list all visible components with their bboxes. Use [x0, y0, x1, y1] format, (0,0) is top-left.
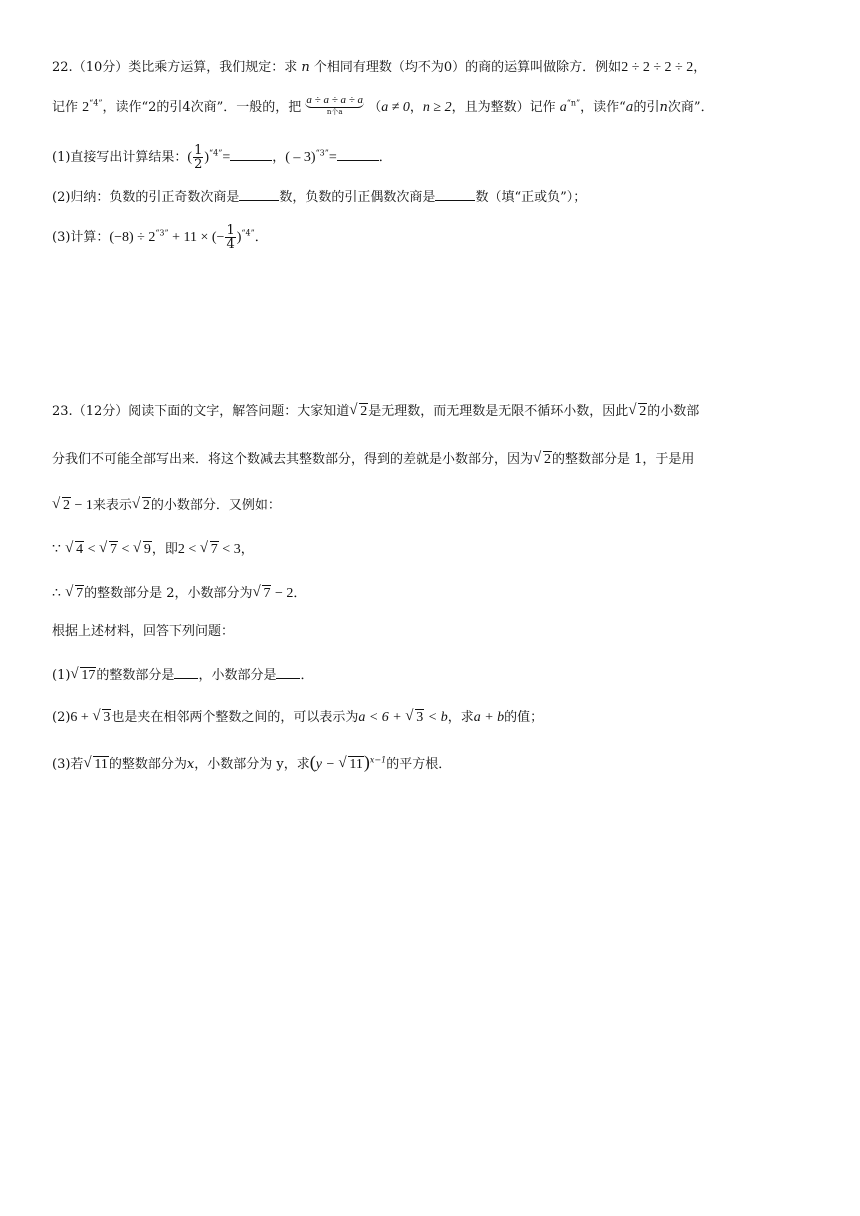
- q23-number: 23.: [52, 404, 73, 419]
- sqrt-4: √ 4: [66, 540, 84, 560]
- sqrt-7: √ 7: [201, 540, 219, 560]
- q22-part-3: (3)计算：$(-8) \div 2^{“3”} + 11$ × (− $\frac{1}{4}$ )$^{“4”}$．: [52, 223, 268, 252]
- sqrt-2: √ 2: [629, 402, 647, 422]
- sqrt-3: √ 3: [406, 708, 424, 728]
- sqrt-3: √ 3: [93, 708, 111, 728]
- q23-line-3: √ 2 − 1来表示√ 2的小数部分．又例如：: [52, 496, 281, 516]
- sqrt-2: √ 2: [133, 496, 151, 516]
- q23-line-because: ∵ √ 4 < √ 7 < √ 9，即2 < √ 7 < 3，: [52, 540, 254, 560]
- q23-part-3: (3)若√ 11的整数部分为x，小数部分为 y，求(y − √ 11)$^{x-1}$的平方根．: [52, 752, 451, 775]
- q22-line-2: 记作 $2^{“4”}$，读作“2的引4次商”．一般的，把 a ÷ a ÷ a ÷ a n个a （a ≠ 0，n ≥ 2，且为整数）记作 $a^{“n”}$，读作“a的引n次商”．: [52, 94, 714, 116]
- q23-score: （12分）: [72, 404, 129, 419]
- q23-part-2: (2)6 + √ 3也是夹在相邻两个整数之间的，可以表示为a < 6 + √ 3 < b，求a + b的值；: [52, 708, 543, 728]
- q23-line-1: 23.（12分）阅读下面的文字，解答问题：大家知道√ 2是无理数，而无理数是无限不循环小数，因此√ 2的小数部: [52, 402, 699, 422]
- q22-number: 22.: [52, 60, 73, 75]
- q22-part-1: (1)直接写出计算结果：( $\frac{1}{2}$ )$^{“4”}$= ，( – 3)$^{“3”}$= ．: [52, 143, 392, 172]
- answer-blank[interactable]: [174, 664, 198, 679]
- answer-blank[interactable]: [435, 186, 475, 201]
- sqrt-7: √ 7: [253, 584, 271, 604]
- q22-score: （10分）: [72, 60, 129, 75]
- because-symbol: ∵: [52, 542, 61, 557]
- q22-line-1: 22.（10分）类比乘方运算，我们规定：求 n 个相同有理数（均不为0）的商的运算叫做除方．例如2 ÷ 2 ÷ 2 ÷ 2，: [52, 60, 707, 75]
- sqrt-11: √ 11: [339, 755, 363, 775]
- sqrt-2: √ 2: [534, 450, 552, 470]
- sqrt-2: √ 2: [350, 402, 368, 422]
- answer-blank[interactable]: [230, 146, 272, 161]
- sqrt-9: √ 9: [134, 540, 152, 560]
- q22-part-2: (2)归纳：负数的引正奇数次商是 数，负数的引正偶数次商是 数（填“正或负”）；: [52, 186, 586, 208]
- sqrt-11: √ 11: [84, 755, 108, 775]
- exponent-x-minus-1: x−1: [369, 755, 387, 765]
- answer-blank[interactable]: [337, 146, 379, 161]
- sqrt-17: √ 17: [71, 666, 96, 686]
- q23-part-1: (1)√ 17的整数部分是 ，小数部分是 ．: [52, 664, 313, 686]
- q22-underbrace: a ÷ a ÷ a ÷ a n个a: [306, 94, 364, 116]
- sqrt-2: √ 2: [53, 496, 71, 516]
- q23-line-2: 分我们不可能全部写出来．将这个数减去其整数部分，得到的差就是小数部分，因为√ 2的整数部分是 1，于是用: [52, 450, 694, 470]
- answer-blank[interactable]: [276, 664, 300, 679]
- q22-fraction-quarter: $\frac{1}{4}$: [226, 223, 235, 252]
- therefore-symbol: ∴: [52, 586, 61, 601]
- q23-line-therefore: ∴ √ 7的整数部分是 2，小数部分为√ 7 − 2．: [52, 584, 306, 604]
- q23-basis: 根据上述材料，回答下列问题：: [52, 624, 235, 639]
- q22-example-expr: 2 ÷ 2 ÷ 2 ÷ 2: [621, 60, 694, 75]
- sqrt-7: √ 7: [100, 540, 118, 560]
- sqrt-7: √ 7: [66, 584, 84, 604]
- answer-blank[interactable]: [239, 186, 279, 201]
- q22-fraction-half: $\frac{1}{2}$: [194, 143, 203, 172]
